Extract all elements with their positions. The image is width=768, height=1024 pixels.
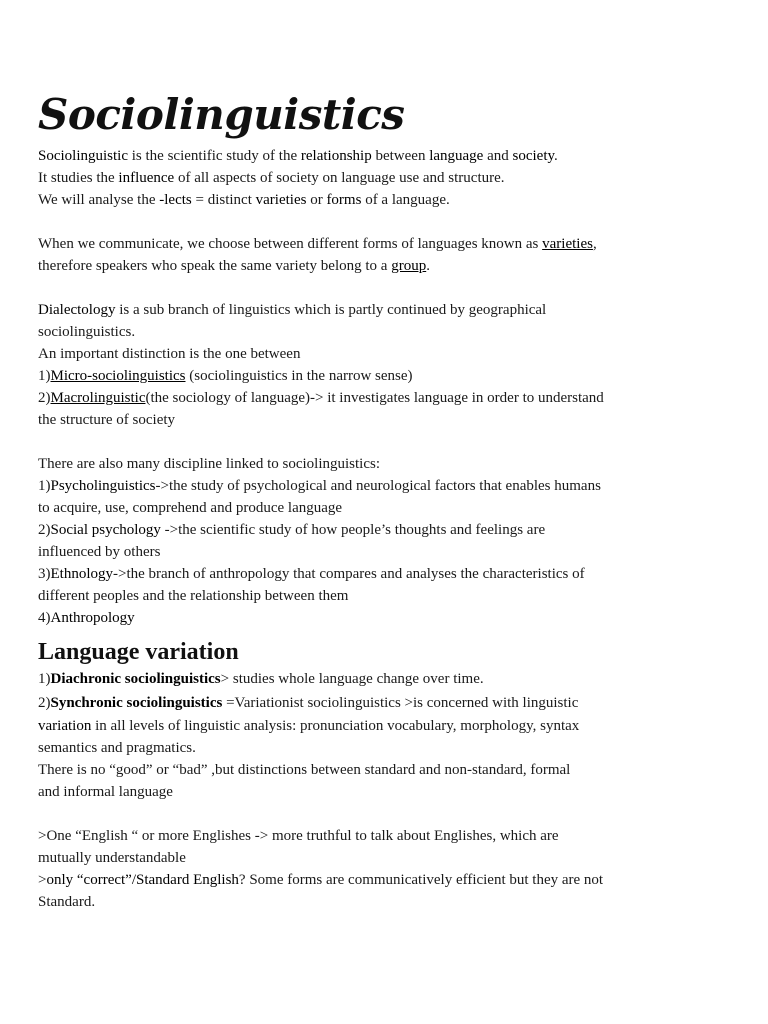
term-society: society: [512, 148, 555, 164]
term-ethnology: Ethnology: [50, 566, 113, 582]
disciplines-line-8: [38, 607, 718, 629]
list-number: 1): [38, 671, 51, 687]
term-language: language: [429, 148, 484, 164]
list-number: 4): [38, 610, 51, 626]
term-sociolinguistic: Sociolinguistic: [38, 148, 128, 164]
intro-line-2: [38, 167, 718, 189]
text: ->the scientific study of how people’s thoughts and feelings are: [160, 522, 546, 538]
text: is a sub branch of linguistics which is partly continued by geographical: [115, 302, 547, 318]
term-micro-sociolinguistics: Micro-sociolinguistics: [50, 368, 186, 384]
variation-line-2: [38, 691, 718, 715]
variation-line-5: There is no “good” or “bad” ,but distinctions between standard and non-standard, formal: [38, 762, 571, 778]
spacer: [38, 211, 718, 233]
spacer: [38, 277, 718, 299]
text: is the scientific study of the: [128, 148, 301, 164]
disciplines-line-3: to acquire, use, comprehend and produce language: [38, 500, 343, 516]
term-macrolinguistic: Macrolinguistic: [50, 390, 146, 406]
term-relationship: relationship: [300, 148, 372, 164]
spacer: [38, 431, 718, 453]
varieties-line-2: [38, 255, 718, 277]
disciplines-line-5: influenced by others: [38, 544, 161, 560]
term-dialectology: Dialectology: [38, 302, 116, 318]
text: = distinct: [191, 192, 256, 208]
term-influence: influence: [118, 170, 175, 186]
variation-line-8: mutually understandable: [38, 850, 186, 866]
term-varieties-underlined: varieties: [542, 236, 593, 252]
document-page: [38, 86, 718, 913]
text: therefore speakers who speak the same variety belong to a: [38, 258, 392, 274]
list-number: 2): [38, 390, 51, 406]
text: .: [554, 148, 558, 164]
term-psycholinguistics: Psycholinguistics: [50, 478, 156, 494]
variation-line-7: >One “English “ or more Englishes -> more truthful to talk about Englishes, which are: [38, 828, 559, 844]
list-number: 2): [38, 695, 51, 711]
spacer: [38, 803, 718, 825]
text: in all levels of linguistic analysis: pronunciation vocabulary, morphology, syntax: [91, 718, 580, 734]
dialectology-line-1: [38, 299, 718, 321]
text: .: [426, 258, 430, 274]
dialectology-line-2: sociolinguistics.: [38, 324, 136, 340]
text: of a language.: [361, 192, 450, 208]
text: ,: [592, 236, 597, 252]
term-forms: forms: [326, 192, 362, 208]
term-social-psychology: Social psychology: [50, 522, 161, 538]
intro-line-3: [38, 189, 718, 211]
variation-line-10: Standard.: [38, 894, 96, 910]
list-number: 1): [38, 368, 51, 384]
text: (sociolinguistics in the narrow sense): [185, 368, 413, 384]
variation-line-9: [38, 869, 718, 891]
list-number: 1): [38, 478, 51, 494]
disciplines-line-6: [38, 563, 718, 585]
text: =Variationist sociolinguistics >is concerned with linguistic: [222, 695, 579, 711]
text: or: [306, 192, 327, 208]
term-variation: variation: [38, 718, 92, 734]
term-anthropology: Anthropology: [50, 610, 135, 626]
text: of all aspects of society on language use and structure.: [174, 170, 505, 186]
variation-line-1: [38, 667, 718, 691]
variation-line-4: semantics and pragmatics.: [38, 740, 196, 756]
term-diachronic-sociolinguistics: Diachronic sociolinguistics: [50, 671, 221, 687]
text: ->the study of psychological and neurological factors that enables humans: [155, 478, 601, 494]
term-group-underlined: group: [391, 258, 427, 274]
dialectology-line-6: the structure of society: [38, 412, 176, 428]
list-number: 3): [38, 566, 51, 582]
dialectology-line-3: An important distinction is the one between: [38, 346, 301, 362]
term-correct-standard-english: “correct”/Standard English: [73, 872, 239, 888]
variation-line-6: and informal language: [38, 784, 173, 800]
intro-line-1: [38, 145, 718, 167]
text: >: [38, 872, 47, 888]
section-heading-language-variation: Language variation: [38, 639, 239, 665]
text: When we communicate, we choose between different forms of languages known as: [38, 236, 543, 252]
text: > studies whole language change over time.: [220, 671, 484, 687]
text: ->the branch of anthropology that compares and analyses the characteristics of: [113, 566, 585, 582]
text: ? Some forms are communicatively efficient but they are not: [238, 872, 604, 888]
text: It studies the: [38, 170, 119, 186]
varieties-line-1: [38, 233, 718, 255]
term-only: only: [46, 872, 74, 888]
disciplines-line-4: [38, 519, 718, 541]
list-number: 2): [38, 522, 51, 538]
page-title: Sociolinguistics: [38, 90, 405, 139]
term-synchronic-sociolinguistics: Synchronic sociolinguistics: [50, 695, 223, 711]
text: (the sociology of language)-> it investigates language in order to understand: [145, 390, 604, 406]
text: We will analyse the: [38, 192, 160, 208]
dialectology-line-4: [38, 365, 718, 387]
term-varieties: varieties: [255, 192, 307, 208]
term-lects: -lects: [159, 192, 192, 208]
variation-line-3: [38, 715, 718, 737]
text: and: [483, 148, 513, 164]
text: between: [371, 148, 430, 164]
disciplines-line-2: [38, 475, 718, 497]
dialectology-line-5: [38, 387, 718, 409]
disciplines-line-1: There are also many discipline linked to sociolinguistics:: [38, 456, 381, 472]
disciplines-line-7: different peoples and the relationship between them: [38, 588, 349, 604]
